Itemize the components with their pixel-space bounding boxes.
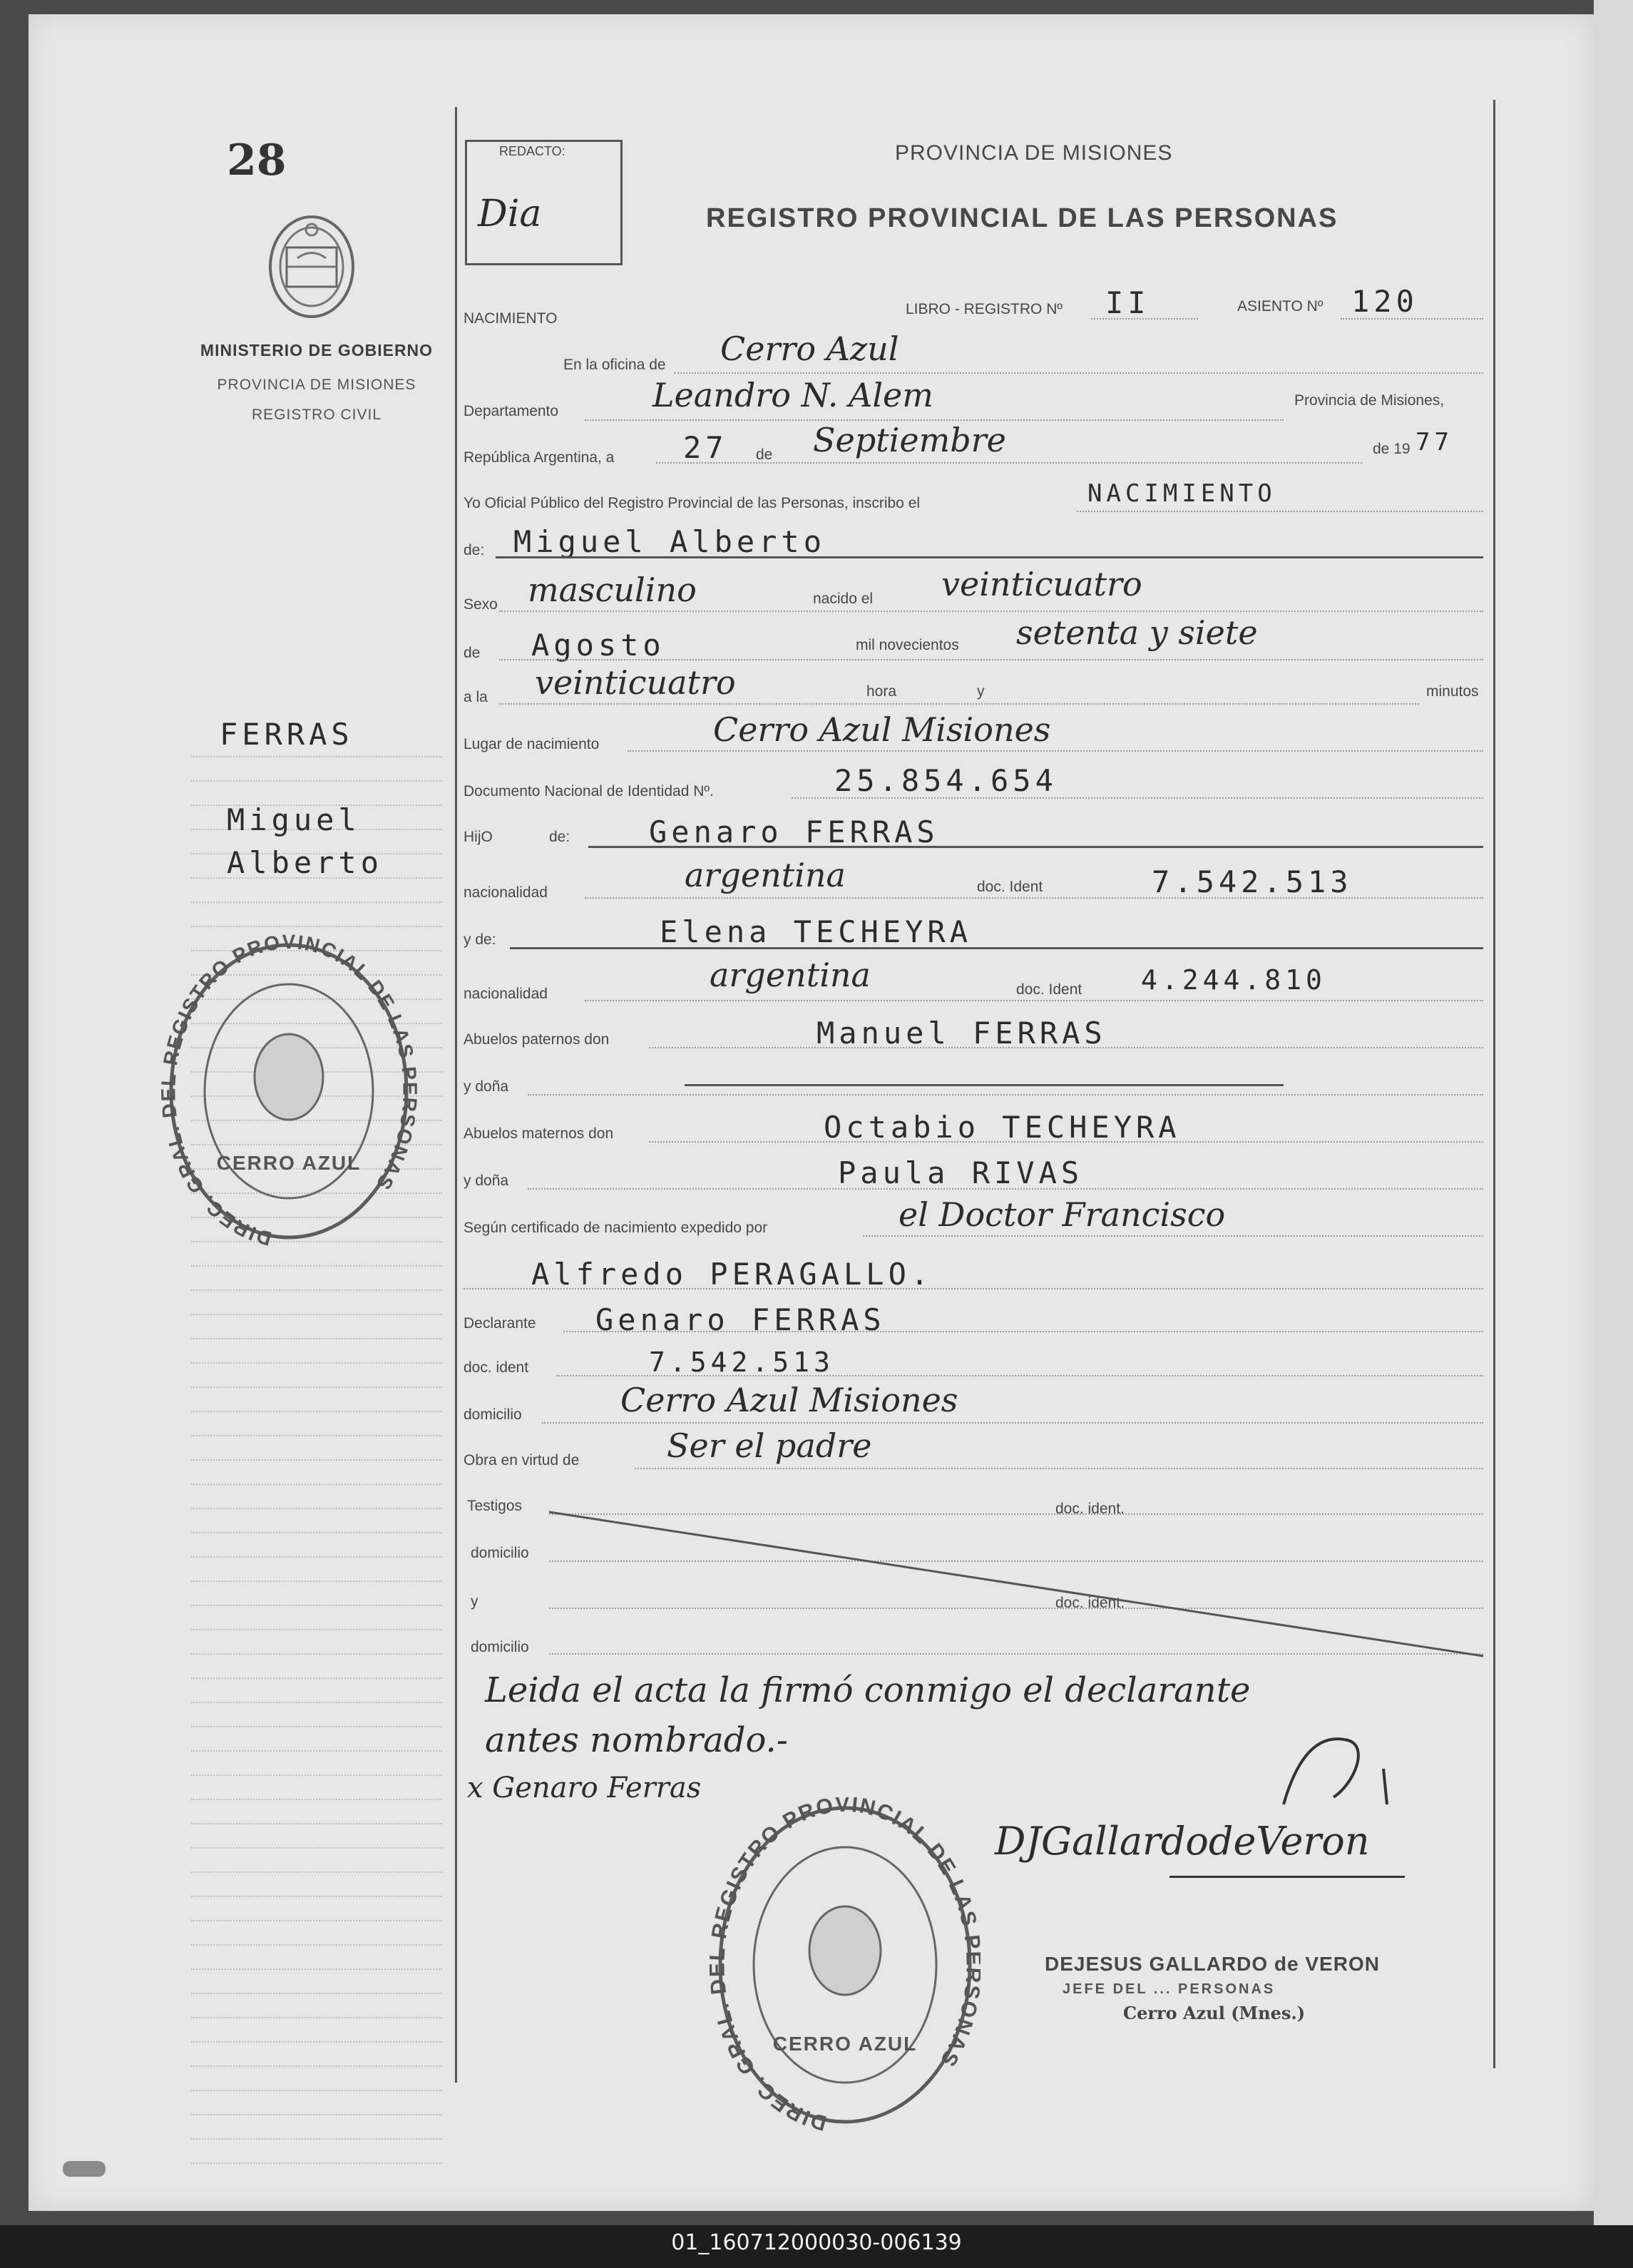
margin-given-name-1: Miguel (227, 802, 361, 837)
official-stamp-bottom (710, 1797, 981, 2132)
book-spine (1594, 0, 1633, 2225)
form-left-border (455, 107, 457, 2083)
margin-rule-line (191, 1556, 442, 1558)
margin-rule-line (191, 2017, 442, 2018)
domicilio-value: Cerro Azul Misiones (620, 1381, 958, 1419)
a-la-label: a la (464, 689, 488, 705)
margin-rule-line (191, 1774, 442, 1776)
oficina-label: En la oficina de (563, 357, 666, 373)
margin-rule-line (191, 1386, 442, 1388)
y-dona-label-1: y doña (464, 1078, 509, 1095)
image-caption: 01_160712000030-006139 (671, 2230, 962, 2255)
margin-rule-line (191, 1362, 442, 1364)
domicilio-label: domicilio (464, 1406, 522, 1423)
padre-nac-value: argentina (685, 856, 846, 894)
margin-rule-line (191, 1871, 442, 1873)
margin-rule-line (191, 1435, 442, 1436)
margin-rule-line (191, 1338, 442, 1339)
month-value: Septiembre (813, 421, 1006, 459)
testigos-label: Testigos (467, 1498, 523, 1514)
libro-value: II (1105, 285, 1150, 320)
stamp-center-text: CERRO AZUL (216, 1152, 362, 1174)
ab-pat-label: Abuelos paternos don (464, 1031, 610, 1048)
test-doc2-label: doc. ident. (1055, 1595, 1125, 1611)
margin-rule-line (191, 1944, 442, 1946)
dni-label: Documento Nacional de Identidad Nº. (464, 783, 714, 800)
hora-label: hora (866, 683, 897, 700)
departamento-value: Leandro N. Alem (652, 376, 933, 414)
margin-rule-line (191, 1483, 442, 1485)
year-label: de 19 (1373, 441, 1411, 457)
obra-value: Ser el padre (667, 1426, 872, 1465)
ab-mat-value: Octabio TECHEYRA (824, 1110, 1181, 1145)
margin-rule-line (191, 2065, 442, 2067)
minutos-label: minutos (1426, 683, 1479, 700)
margin-rule-line (191, 1459, 442, 1461)
margin-rule-line (191, 1411, 442, 1412)
official-title: JEFE DEL ... PERSONAS (1063, 1981, 1276, 1997)
margin-rule-line (191, 2090, 442, 2091)
mes-nac-value: Agosto (531, 628, 665, 663)
nacido-value: veinticuatro (941, 565, 1142, 603)
hijo-label: HijO (464, 829, 493, 845)
margin-rule-line (191, 1677, 442, 1679)
margin-rule-line (191, 1508, 442, 1509)
margin-rule-line (191, 1993, 442, 1994)
margin-rule-line (191, 2114, 442, 2115)
madre-nac-value: argentina (710, 956, 871, 994)
asiento-value: 120 (1351, 284, 1418, 319)
margin-given-name-2: Alberto (227, 845, 384, 880)
margin-rule-line (191, 1314, 442, 1315)
redacto-label: REDACTO: (499, 144, 565, 158)
closing-line-2: antes nombrado.- (485, 1720, 788, 1760)
testigos-strike-line (542, 1505, 1490, 1662)
y-label: y (977, 683, 985, 700)
margin-rule-line (191, 901, 442, 903)
declarante-value: Genaro FERRAS (595, 1302, 886, 1337)
padre-value: Genaro FERRAS (649, 814, 939, 849)
header-province: PROVINCIA DE MISIONES (895, 141, 1173, 165)
margin-rule-line (191, 1823, 442, 1824)
decl-doc-label: doc. ident (464, 1359, 529, 1376)
margin-rule-line (191, 1532, 442, 1533)
margin-rule-line (191, 1968, 442, 1970)
inscribo-value: NACIMIENTO (1087, 479, 1276, 508)
nombre-value: Miguel Alberto (513, 524, 826, 559)
margin-rule-line (191, 1265, 442, 1267)
margin-rule-line (191, 1580, 442, 1582)
cert-label: Según certificado de nacimiento expedido por (464, 1220, 768, 1236)
ministry-name: MINISTERIO DE GOBIERNO (200, 341, 434, 359)
dni-value: 25.854.654 (834, 763, 1058, 798)
decl-doc-value: 7.542.513 (649, 1347, 834, 1378)
form-right-border (1493, 100, 1495, 2068)
test-dom2-label: domicilio (471, 1639, 529, 1655)
lugar-label: Lugar de nacimiento (464, 736, 600, 752)
de-label: de (756, 446, 773, 463)
cert-value-2: Alfredo PERAGALLO. (531, 1257, 933, 1292)
hijo-de-label: de: (549, 829, 570, 845)
obra-label: Obra en virtud de (464, 1452, 580, 1468)
margin-surname: FERRAS (220, 717, 354, 752)
stamp-bottom-ring-text: DIREC. GRAL. REGISTRO PROVINCIAL DE LAS ONAS (710, 1797, 981, 2132)
cert-value-1: el Doctor Francisco (899, 1195, 1226, 1234)
margin-rule-line (191, 1629, 442, 1630)
ab-pat-value: Manuel FERRAS (816, 1016, 1107, 1051)
margin-rule-line (191, 1750, 442, 1752)
madre-doc-label: doc. Ident (1016, 981, 1082, 998)
padre-doc-label: doc. Ident (977, 879, 1043, 895)
ministry-office: REGISTRO CIVIL (251, 407, 382, 423)
margin-rule-line (191, 926, 442, 927)
day-value: 27 (683, 430, 728, 465)
republica-label: República Argentina, a (464, 449, 615, 466)
margin-rule-line (191, 1799, 442, 1800)
test-doc-label: doc. ident. (1055, 1501, 1125, 1517)
year-value: 77 (1416, 428, 1453, 456)
nacido-label: nacido el (813, 591, 874, 607)
hora-value: veinticuatro (535, 663, 736, 702)
declarante-signature: x Genaro Ferras (467, 1772, 702, 1804)
declarante-label: Declarante (464, 1315, 536, 1332)
sexo-label: Sexo (464, 596, 498, 613)
margin-rule-line (191, 1702, 442, 1703)
asiento-label: ASIENTO Nº (1237, 298, 1324, 315)
ministry-province: PROVINCIA DE MISIONES (217, 377, 416, 393)
stamp-bottom-center-text: CERRO AZUL (772, 2033, 918, 2055)
margin-rule-line (191, 2162, 442, 2164)
inscribo-label: Yo Oficial Público del Registro Provincial de las Personas, inscribo el (464, 495, 921, 511)
official-location: Cerro Azul (Mnes.) (1123, 2003, 1306, 2023)
margin-rule-line (191, 1896, 442, 1897)
closing-line-1: Leida el acta la firmó conmigo el declarante (485, 1670, 1251, 1710)
padre-nac-label: nacionalidad (464, 884, 548, 901)
margin-rule-line (191, 1289, 442, 1291)
padre-doc-value: 7.542.513 (1152, 864, 1353, 899)
dona-strike-line (685, 1084, 1284, 1086)
margin-rule-line (191, 2041, 442, 2043)
lugar-value: Cerro Azul Misiones (713, 710, 1051, 749)
y-de-label: y de: (464, 931, 496, 948)
binder-clip-icon (63, 2161, 106, 2177)
official-name: DEJESUS GALLARDO de VERON (1045, 1953, 1380, 1975)
ab-mat-dona-value: Paula RIVAS (838, 1155, 1084, 1190)
section-label: NACIMIENTO (464, 310, 558, 327)
stamp-ring-text: DIREC. GRAL. REGISTRO PROVINCIAL DE LAS ONAS (160, 934, 417, 1248)
de-nombre-label: de: (464, 542, 485, 558)
ab-mat-label: Abuelos maternos don (464, 1125, 614, 1142)
madre-value: Elena TECHEYRA (660, 914, 973, 949)
margin-rule-line (191, 1847, 442, 1849)
redacto-initials: Dia (478, 193, 542, 235)
official-signature-flourish (1255, 1726, 1412, 1815)
margin-rule-line (191, 756, 442, 757)
madre-nac-label: nacionalidad (464, 986, 548, 1002)
anio-nac-value: setenta y siete (1016, 613, 1258, 652)
provincia-label: Provincia de Misiones, (1294, 392, 1445, 409)
margin-rule-line (191, 780, 442, 782)
margin-rule-line (191, 1653, 442, 1655)
oficina-value: Cerro Azul (720, 330, 899, 368)
margin-rule-line (191, 1605, 442, 1606)
margin-rule-line (191, 2138, 442, 2140)
sexo-value: masculino (528, 571, 697, 609)
libro-label: LIBRO - REGISTRO Nº (906, 301, 1063, 317)
header-title: REGISTRO PROVINCIAL DE LAS PERSONAS (706, 203, 1338, 233)
official-signature: DJGallardodeVeron (995, 1819, 1370, 1864)
margin-rule-line (191, 1726, 442, 1727)
official-stamp-left (160, 934, 417, 1248)
de2-label: de (464, 645, 481, 661)
test-dom-label: domicilio (471, 1545, 529, 1561)
departamento-label: Departamento (464, 403, 559, 419)
margin-rule-line (191, 1920, 442, 1921)
madre-doc-value: 4.244.810 (1141, 964, 1326, 996)
page-number: 28 (227, 136, 287, 185)
coat-of-arms-icon (258, 208, 365, 322)
signature-underline (1169, 1876, 1405, 1878)
test-y-label: y (471, 1593, 478, 1610)
mil-label: mil novecientos (856, 637, 959, 653)
y-dona-label-2: y doña (464, 1173, 509, 1189)
